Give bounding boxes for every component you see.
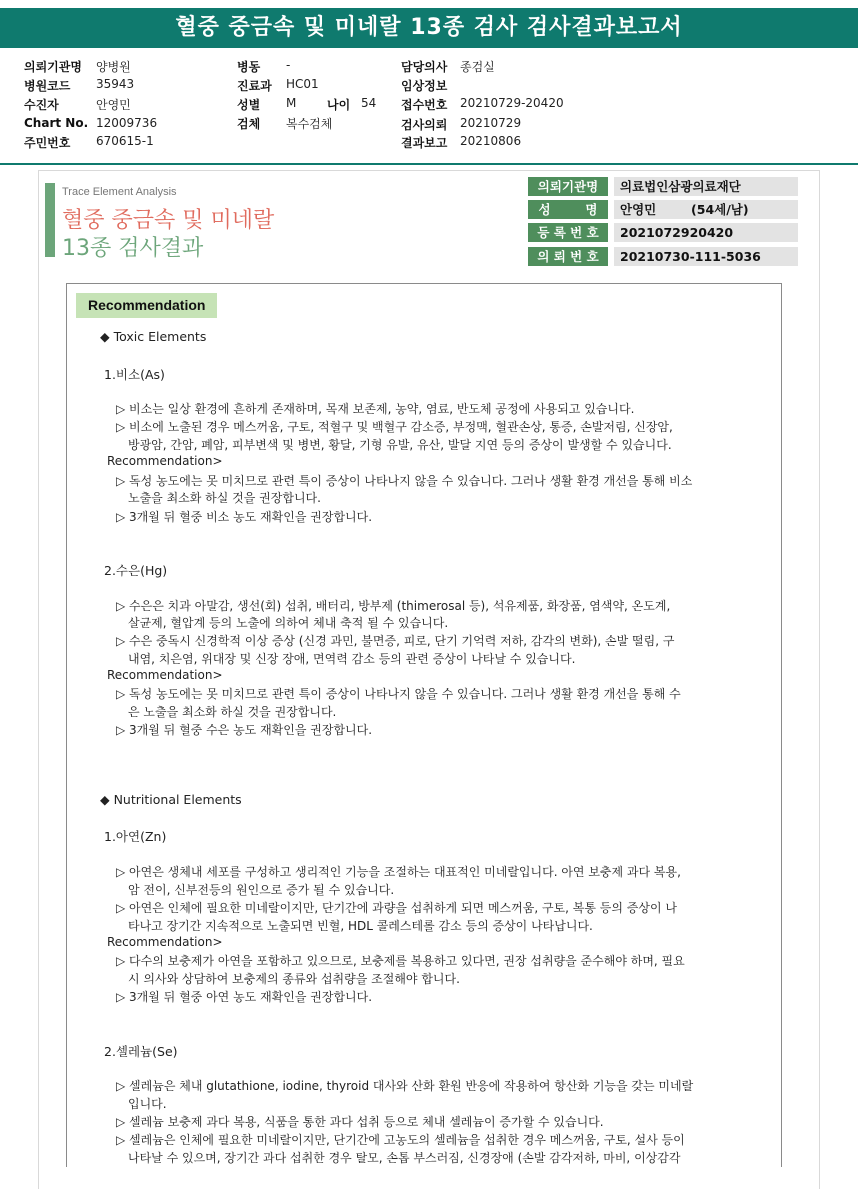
header-subtitle: Trace Element Analysis (62, 186, 177, 198)
text-line: 내염, 치은염, 위대장 및 신장 장애, 면역력 감소 등의 관련 증상이 나타날 수 있습니다. (128, 652, 576, 666)
age-value: 54 (361, 96, 377, 110)
order-info (0, 58, 858, 158)
ward-label: 병동 (237, 60, 261, 74)
text-line: 암 전이, 신부전등의 원인으로 증가 될 수 있습니다. (128, 883, 395, 897)
patient-row (528, 247, 798, 266)
element-heading: 2.수은(Hg) (104, 563, 168, 578)
age-label: 나이 (327, 98, 351, 112)
text-line: ▷ 비소는 일상 환경에 흔하게 존재하며, 목재 보존제, 농약, 염료, 반도체 공정에 사용되고 있습니다. (116, 402, 635, 416)
patient-row-label: 의 뢰 번 호 (528, 247, 608, 266)
text-line: ▷ 셀레늄 보충제 과다 복용, 식품을 통한 과다 섭취 등으로 체내 셀레늄이 증가할 수 있습니다. (116, 1115, 604, 1129)
text-line: ▷ 다수의 보충제가 아연을 포함하고 있으므로, 보충제를 복용하고 있다면, 권장 섭취량을 준수해야 하며, 필요 (116, 954, 685, 968)
patient-row-value: 안영민 (54세/남) (614, 200, 798, 219)
text-line: 은 노출을 최소화 하실 것을 권장합니다. (128, 705, 337, 719)
patient-row-label: 등 록 번 호 (528, 223, 608, 242)
hospital-code-label: 병원코드 (24, 79, 71, 93)
text-line: 방광암, 간암, 폐암, 피부변색 및 병변, 황달, 기형 유발, 유산, 발달 지연 등의 증상이 발생할 수 있습니다. (128, 438, 672, 452)
text-line: ▷ 셀레늄은 인체에 필요한 미네랄이지만, 단기간에 고농도의 셀레늄을 섭취한 경우 메스꺼움, 구토, 설사 등이 (116, 1133, 685, 1147)
receipt-value: 20210729-20420 (460, 96, 564, 110)
clinical-label: 임상정보 (401, 79, 448, 93)
report-date-value: 20210806 (460, 134, 522, 148)
specimen-value: 복수검체 (286, 117, 333, 131)
text-line: ▷ 독성 농도에는 못 미치므로 관련 특이 증상이 나타나지 않을 수 있습니다. 그러나 생활 환경 개선을 통해 비소 (116, 474, 693, 488)
text-line: ▷ 3개월 뒤 혈중 아연 농도 재확인을 권장합니다. (116, 990, 373, 1004)
sex-value: M (286, 96, 297, 110)
resident-label: 주민번호 (24, 136, 71, 150)
text-line: 타나고 장기간 지속적으로 노출되면 빈혈, HDL 콜레스테롤 감소 등의 증상이 나타납니다. (128, 919, 593, 933)
header-title-line2: 13종 검사결과 (62, 236, 204, 261)
patient-row (528, 177, 798, 196)
patient-row-label: 의뢰기관명 (528, 177, 608, 196)
patient-row-label: 성 명 (528, 200, 608, 219)
hospital-code-value: 35943 (96, 77, 135, 91)
text-line: ▷ 독성 농도에는 못 미치므로 관련 특이 증상이 나타나지 않을 수 있습니다. 그러나 생활 환경 개선을 통해 수 (116, 687, 681, 701)
recommendation-label: Recommendation> (107, 935, 223, 949)
element-heading: 2.셀레늄(Se) (104, 1044, 178, 1059)
sex-label: 성별 (237, 98, 261, 112)
dept-value: HC01 (286, 77, 319, 91)
element-heading: 1.아연(Zn) (104, 829, 167, 844)
text-line: ▷ 셀레늄은 체내 glutathione, iodine, thyroid 대사와 산화 환원 반응에 작용하여 항산화 기능을 갖는 미네랄 (116, 1079, 694, 1093)
header-accent-bar (45, 183, 55, 257)
text-line: ▷ 수은은 치과 아말감, 생선(회) 섭취, 배터리, 방부제 (thimerosal 등), 석유제품, 화장품, 염색약, 온도계, (116, 599, 671, 613)
text-line: ▷ 비소에 노출된 경우 메스꺼움, 구토, 적혈구 및 백혈구 감소증, 부정맥, 혈관손상, 통증, 손발저림, 신장암, (116, 420, 673, 434)
report-title: 혈중 중금속 및 미네랄 13종 검사 검사결과보고서 (0, 8, 858, 48)
doctor-label: 담당의사 (401, 60, 448, 74)
text-line: ▷ 아연은 생체내 세포를 구성하고 생리적인 기능을 조절하는 대표적인 미네랄입니다. 아연 보충제 과다 복용, (116, 865, 681, 879)
patient-row-value: 20210730-111-5036 (614, 247, 798, 266)
text-line: 시 의사와 상담하여 보충제의 종류와 섭취량을 조절해야 합니다. (128, 972, 460, 986)
text-line: 노출을 최소화 하실 것을 권장합니다. (128, 491, 321, 505)
clinic-value: 양병원 (96, 60, 131, 74)
resident-value: 670615-1 (96, 134, 154, 148)
text-line: ▷ 3개월 뒤 혈중 비소 농도 재확인을 권장합니다. (116, 510, 373, 524)
section-heading: ◆ Toxic Elements (100, 329, 207, 344)
patient-row (528, 200, 798, 219)
text-line: ▷ 수은 중독시 신경학적 이상 증상 (신경 과민, 불면증, 피로, 단기 기억력 저하, 감각의 변화), 손발 떨림, 구 (116, 634, 675, 648)
section-heading: ◆ Nutritional Elements (100, 792, 242, 807)
recommendation-label: Recommendation> (107, 454, 223, 468)
doctor-value: 종검실 (460, 60, 495, 74)
patient-row-value: 의료법인삼광의료재단 (614, 177, 798, 196)
element-heading: 1.비소(As) (104, 367, 165, 382)
clinic-label: 의뢰기관명 (24, 60, 82, 74)
ward-value: - (286, 58, 291, 72)
text-line: 입니다. (128, 1097, 167, 1111)
recommendation-title: Recommendation (76, 293, 217, 318)
text-line: ▷ 아연은 인체에 필요한 미네랄이지만, 단기간에 과량을 섭취하게 되면 메스꺼움, 구토, 복통 등의 증상이 나 (116, 901, 677, 915)
header-title-line1: 혈중 중금속 및 미네랄 (62, 208, 275, 233)
request-value: 20210729 (460, 116, 522, 130)
divider (0, 163, 858, 165)
patient-row (528, 223, 798, 242)
patient-value: 안영민 (96, 98, 131, 112)
chart-value: 12009736 (96, 116, 158, 130)
report-date-label: 결과보고 (401, 136, 448, 150)
patient-row-value: 2021072920420 (614, 223, 798, 242)
text-line: 살균제, 혈압계 등의 노출에 의하여 체내 축적 될 수 있습니다. (128, 616, 449, 630)
request-label: 검사의뢰 (401, 118, 448, 132)
dept-label: 진료과 (237, 79, 272, 93)
text-line: 나타날 수 있으며, 장기간 과다 섭취한 경우 탈모, 손톱 부스러짐, 신경장애 (손발 감각저하, 마비, 이상감각 (128, 1151, 681, 1165)
receipt-label: 접수번호 (401, 98, 448, 112)
specimen-label: 검체 (237, 117, 261, 131)
recommendation-label: Recommendation> (107, 668, 223, 682)
text-line: ▷ 3개월 뒤 혈중 수은 농도 재확인을 권장합니다. (116, 723, 373, 737)
chart-label: Chart No. (24, 116, 89, 130)
patient-label: 수진자 (24, 98, 59, 112)
